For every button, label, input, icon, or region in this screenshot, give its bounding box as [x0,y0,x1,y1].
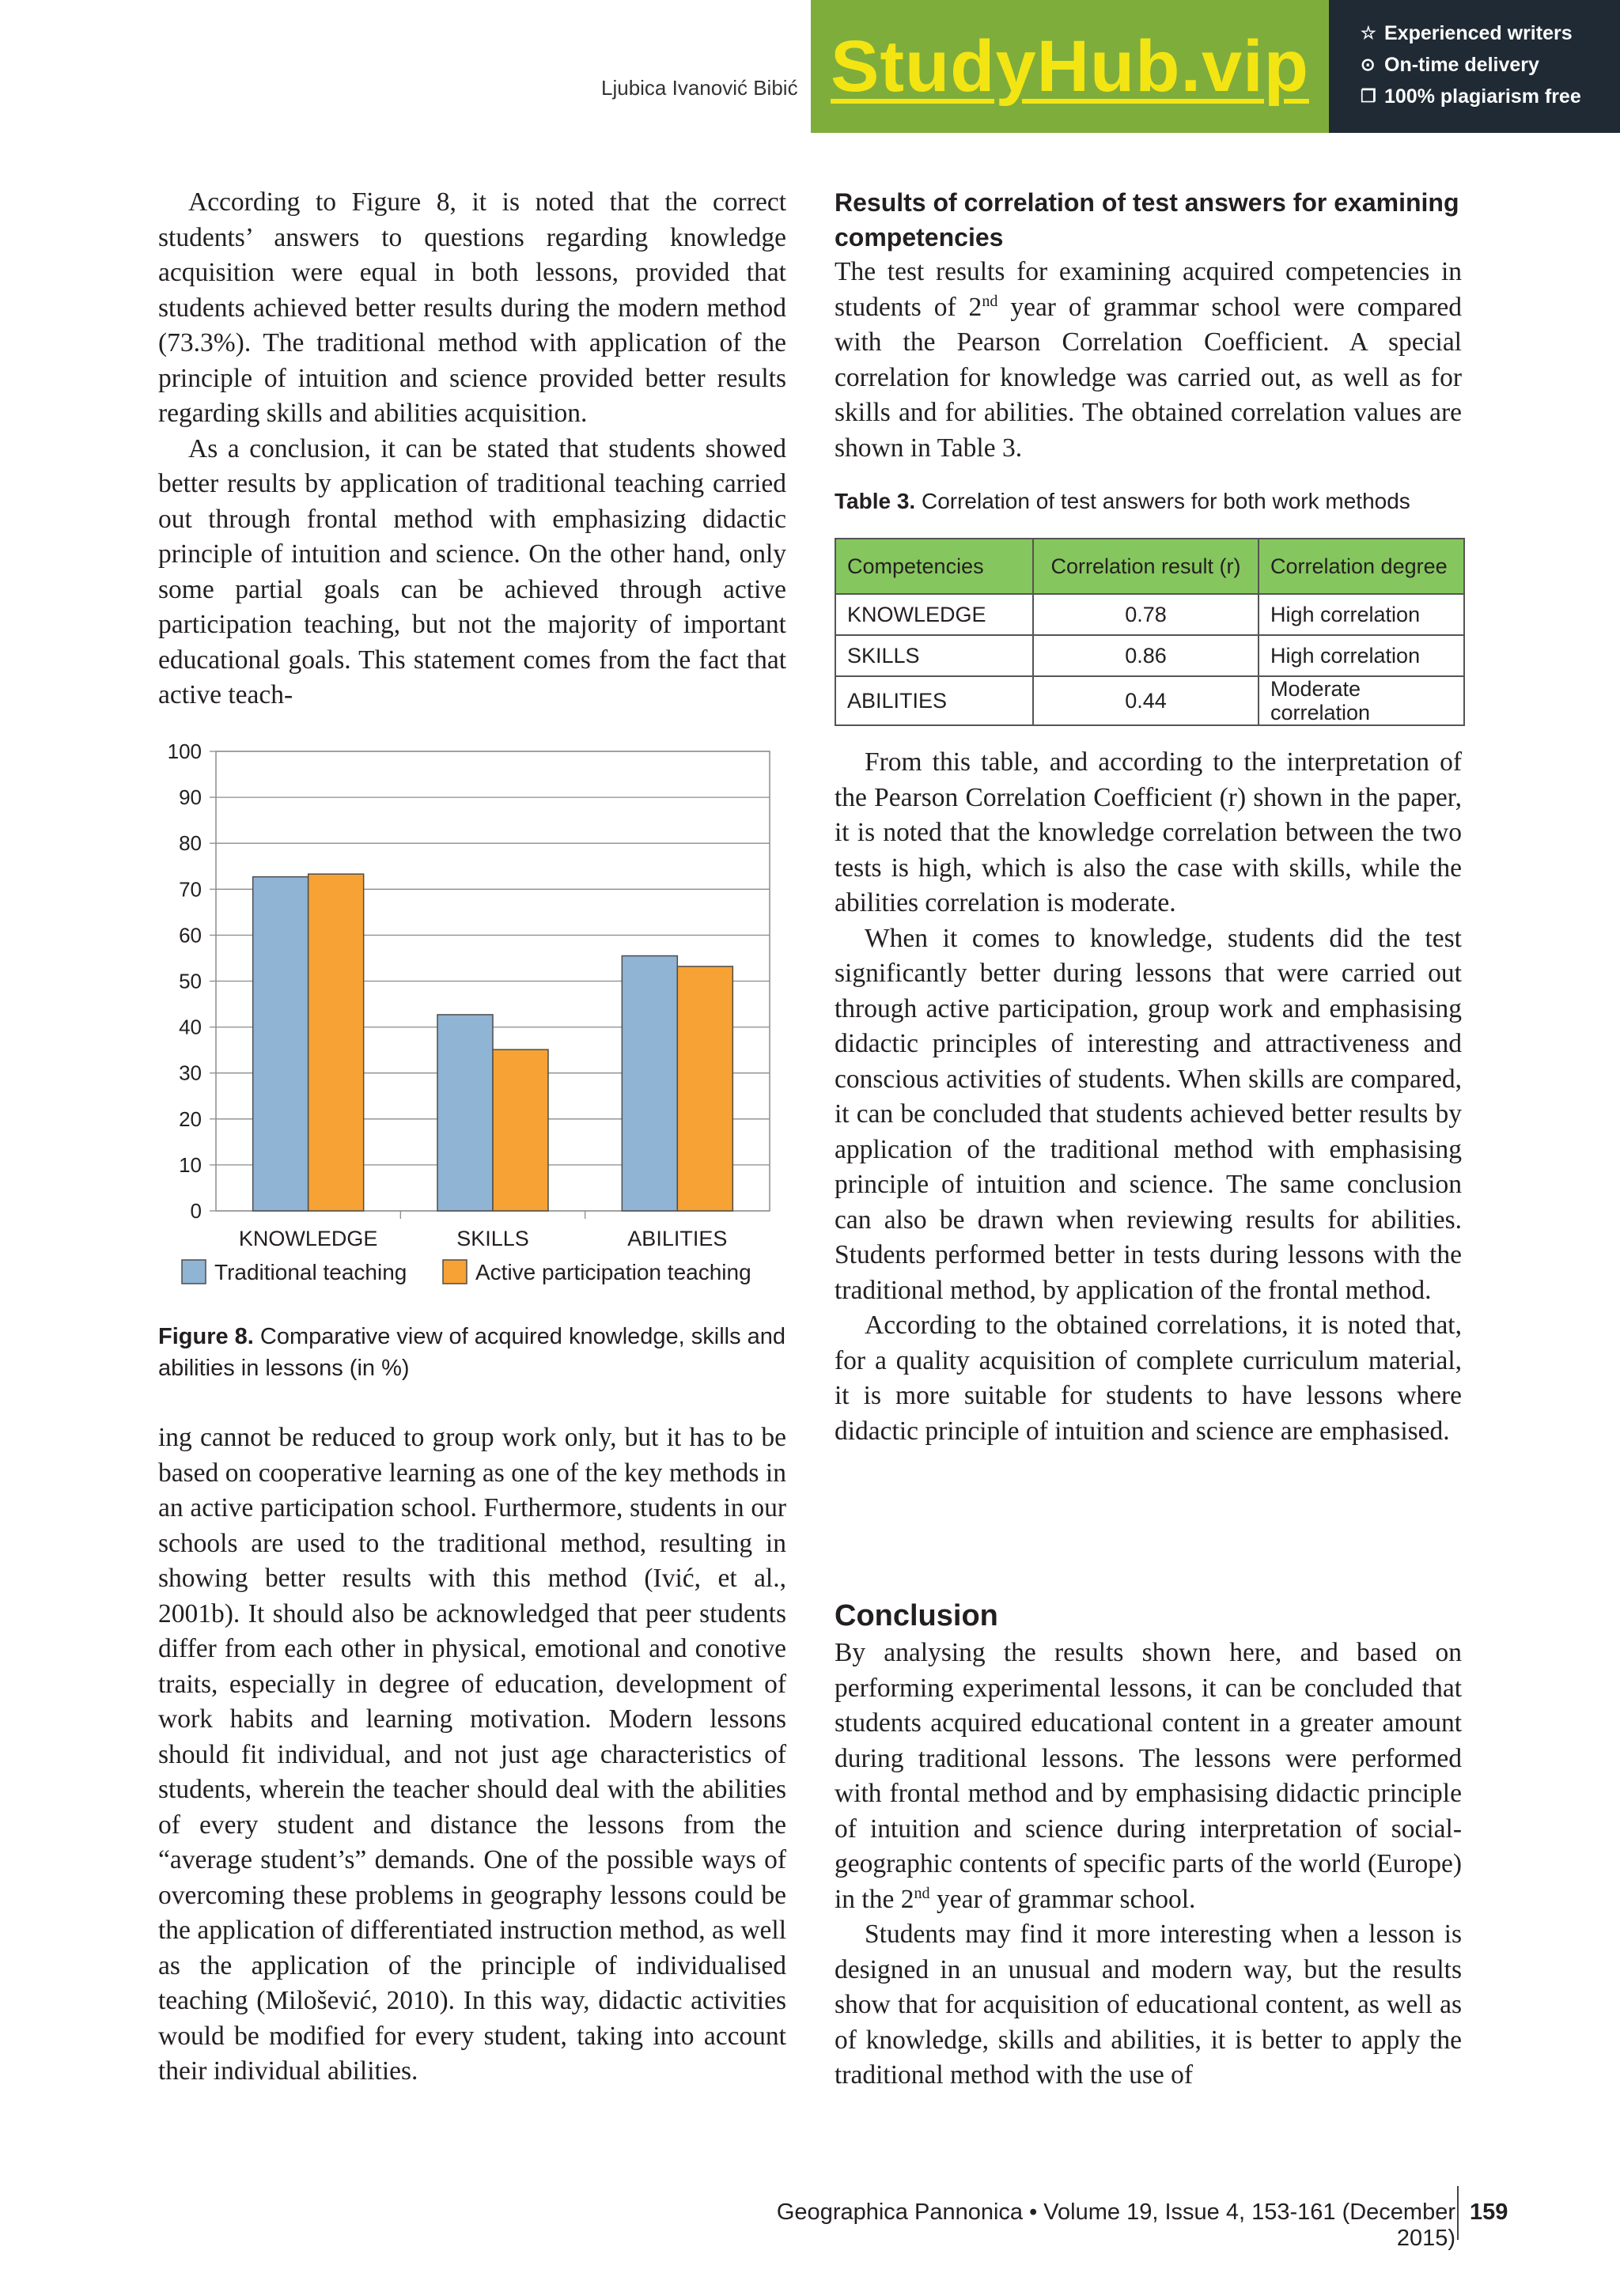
legend-label: Active participation teaching [475,1260,751,1284]
banner-feature-text: Experienced writers [1384,21,1573,44]
table-cell: High correlation [1259,594,1464,635]
figure-caption-text: Comparative view of acquired knowledge, skills and abilities in lessons (in %) [158,1324,786,1381]
banner-feature-text: 100% plagiarism free [1384,85,1581,108]
table-caption-text: Correlation of test answers for both work methods [921,489,1410,513]
chart-y-tick-label: 0 [190,1199,202,1223]
document-icon: ❐ [1361,86,1376,106]
table-cell: 0.78 [1033,594,1259,635]
chart-y-tick-label: 90 [179,785,202,810]
table-caption [835,489,1467,514]
table-cell: Moderate correlation [1259,676,1464,725]
chart-y-tick-label: 50 [179,969,202,993]
chart-y-tick-label: 80 [179,831,202,856]
chart-y-tick-label: 20 [179,1106,202,1131]
text-run: year of grammar school were compared with the Pearson Correlation Coefficient. A special correlation for knowledge was carried out, as well as for skills and for abilities. The obtained correlation values are shown in Table 3. [835,292,1462,463]
banner-feature [1361,81,1620,112]
legend-swatch [182,1260,206,1284]
chart-y-tick-label: 40 [179,1015,202,1039]
table-header-row [835,539,1464,594]
legend-label: Traditional teaching [214,1260,407,1284]
paragraph: Students may find it more interesting when a lesson is designed in an unusual and modern way, but the results show that for acquisition of educational content, as well as of knowledge, skills and abilities, it is better to apply the traditional method with the use of [835,1920,1462,2090]
table-cell: ABILITIES [835,676,1033,725]
studyhub-banner[interactable] [811,0,1620,133]
conclusion-heading: Conclusion [835,1599,998,1632]
table-row [835,594,1464,635]
table-row [835,676,1464,725]
text-run: year of grammar school. [929,1884,1196,1914]
paragraph: When it comes to knowledge, students did the test significantly better during lessons that were carried out through active participation, group work and emphasising didactic principles of interesting and attractiveness and conscious activities of students. When skills are compared, it can be concluded that students achieved better results by application of the traditional method with emphasising principle of intuition and science. The same conclusion can also be drawn when reviewing results for abilities. Students performed better in tests during lessons with the traditional method, by application of the frontal method. [835,923,1462,1305]
chart-bar [622,956,677,1211]
paragraph: According to Figure 8, it is noted that the correct students’ answers to questions regarding knowledge acquisition were equal in both lessons, provided that students achieved better results during the modern method (73.3%). The traditional method with application of the principle of intuition and science provided better results regarding skills and abilities acquisition. [158,187,786,428]
table-header-cell: Correlation degree [1259,539,1464,594]
paragraph: ing cannot be reduced to group work only, but it has to be based on cooperative learning as one of the key methods in an active participation school. Furthermore, students in our schools are used to the traditional method, resulting in showing better results with this method (Ivić, et al., 2001b). It should also be acknowledged that peer students differ from each other in physical, emotional and conotive traits, especially in degree of education, development of work habits and learning motivation. Modern lessons should fit individual, and not just age characteristics of students, wherein the teacher should deal with the abilities of every student and distance the lessons from the “average student’s” demands. One of the possible ways of overcoming these problems in geography lessons could be the application of differentiated instruction method, as well as the application of the principle of individualised teaching (Milošević, 2010). In this way, didactic activities would be modified for every student, taking into account their individual abilities. [158,1423,786,2086]
chart-bar [677,966,732,1211]
paragraph: As a conclusion, it can be stated that students showed better results by application of traditional teaching carried out through frontal method with emphasizing didactic principle of intuition and science. On the other hand, only some partial goals can be achieved through active participation teaching, but not the majority of important educational goals. This statement comes from the fact that active teach- [158,433,786,709]
table-cell: SKILLS [835,635,1033,676]
chart-x-tick-label: SKILLS [456,1227,529,1250]
chart-bar [437,1015,493,1211]
clock-icon: ⊙ [1361,55,1376,74]
paragraph: According to the obtained correlations, it is noted that, for a quality acquisition of complete curriculum material, it is more suitable for students to have lessons where didactic principle of intuition and science are emphasised. [835,1311,1462,1446]
star-icon: ☆ [1361,23,1376,43]
chart-bar [253,877,308,1211]
legend-swatch [443,1260,467,1284]
text-run: The test results for examining acquired competencies in students of 2 [835,257,1462,322]
table-header-cell: Competencies [835,539,1033,594]
table-cell: KNOWLEDGE [835,594,1033,635]
chart-y-tick-label: 70 [179,877,202,902]
right-column-middle [835,745,1462,1449]
paragraph: From this table, and according to the interpretation of the Pearson Correlation Coefficient (r) shown in the paper, it is noted that the knowledge correlation between the two tests is high, which is also the case with skills, while the abilities correlation is moderate. [835,747,1462,917]
table-cell: High correlation [1259,635,1464,676]
figure-label: Figure 8. [158,1324,254,1349]
chart-legend [182,1260,751,1284]
banner-feature [1361,17,1620,49]
journal-footer: Geographica Pannonica • Volume 19, Issue 4, 153-161 (December 2015) [776,2200,1455,2251]
chart-y-tick-label: 30 [179,1061,202,1085]
left-column-top [158,185,786,713]
conclusion-section [835,1596,1462,2094]
banner-logo[interactable]: StudyHub.vip [831,25,1309,107]
banner-logo-area[interactable] [811,0,1329,133]
chart-bar [493,1050,548,1211]
superscript: nd [982,292,998,310]
table-cell: 0.44 [1033,676,1259,725]
correlation-table [835,538,1465,726]
chart-y-tick-label: 100 [167,739,202,763]
superscript: nd [914,1884,930,1902]
banner-feature [1361,49,1620,81]
left-column-bottom [158,1420,786,2090]
right-column-top [835,185,1462,466]
chart-y-tick-label: 60 [179,923,202,948]
table-label: Table 3. [835,489,916,513]
chart-bars [253,874,733,1211]
chart-x-tick-label: KNOWLEDGE [238,1227,378,1250]
chart-y-tick-label: 10 [179,1152,202,1177]
figure-8-bar-chart [154,736,795,1321]
page-number: 159 [1470,2200,1508,2225]
chart-x-ticks [239,1211,727,1250]
paragraph [835,255,1462,466]
chart-x-tick-label: ABILITIES [627,1227,728,1250]
running-header-author: Ljubica Ivanović Bibić [601,76,798,100]
table-row [835,635,1464,676]
banner-features [1329,0,1620,133]
text-run: By analysing the results shown here, and based on performing experimental lessons, it can be concluded that students acquired educational content in a greater amount during traditional lessons. The lessons were performed with frontal method and by emphasising didactic principle of intuition and science during interpretation of social-geographic contents of specific parts of the world (Europe) in the 2 [835,1638,1462,1914]
table-header-cell: Correlation result (r) [1033,539,1259,594]
table-cell: 0.86 [1033,635,1259,676]
paragraph [835,1636,1462,1917]
footer-divider [1457,2186,1459,2240]
section-heading: Results of correlation of test answers for examining competencies [835,188,1459,252]
chart-bar [308,874,364,1211]
figure-caption [158,1321,791,1384]
chart-y-ticks [168,739,202,1223]
banner-feature-text: On-time delivery [1384,53,1539,76]
